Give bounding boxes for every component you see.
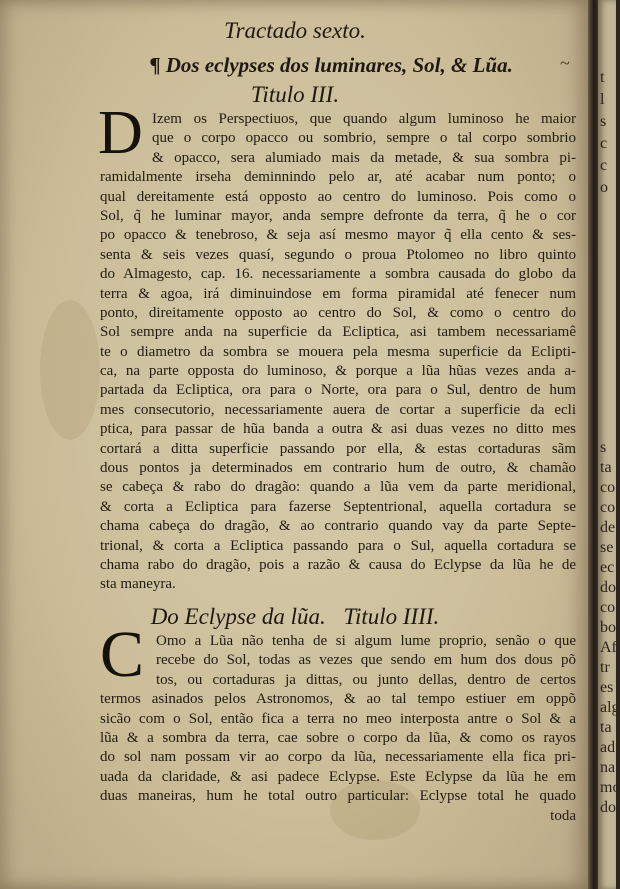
facing-letter: ec (600, 559, 615, 576)
facing-letter: se (600, 539, 614, 556)
facing-letter: es (600, 679, 614, 696)
catchword: toda (550, 807, 576, 824)
facing-letter: s (600, 113, 607, 130)
section-two-titulo: Titulo IIII. (343, 604, 440, 629)
text-line: partada da Ecliptica, ora para o Norte, ora para o Sul, dentro de hum (100, 382, 576, 399)
text-line: ca, na parte opposta do luminoso, & porque a lũa hũas vezes anda a- (100, 363, 576, 380)
facing-letter: ad (600, 739, 616, 756)
text-line: Izem os Perspectiuos, que quando algum luminoso he maior (152, 111, 576, 127)
text-line: terra & agoa, irá diminuindose em forma piramidal até fenecer num (100, 285, 576, 302)
text-line: & corta a Ecliptica para fazerse Septentrional, aquella cortadura se (100, 498, 576, 515)
text-line: se cabeça & rabo do dragão: quando a lũa vem da parte meridional, (100, 479, 576, 496)
facing-letter: t (600, 69, 605, 86)
drop-cap-c: C (100, 618, 145, 691)
facing-letter: s (600, 439, 607, 456)
book-gutter (588, 0, 598, 889)
facing-letter: de (600, 519, 616, 536)
text-line: ptica, para passar de hũa banda a outra & asi duas vezes no ditto mes (100, 421, 576, 438)
text-line: do sol nam possam vir ao corpo da lũa, necessariamente ella fica pri- (100, 749, 576, 766)
text-line: ramidalmente irseha deminnindo pelo ar, até acabar num ponto; o (100, 169, 576, 186)
facing-letter: c (600, 135, 608, 152)
drop-cap-d: D (98, 99, 143, 167)
text-line: que o corpo opacco ou sombrio, sempre o tal corpo sombrio (152, 130, 576, 147)
facing-letter: alg (600, 699, 620, 716)
facing-letter: mo (600, 779, 620, 796)
text-line: senta & seis vezes quasí, segundo o proua Ptolomeo no libro quinto (100, 246, 576, 263)
text-line: qual dereitamente está opposto ao centro do luminoso. Pois como o (100, 188, 576, 205)
section-two-text (100, 632, 576, 826)
section-one-text (100, 110, 576, 595)
facing-letter: ta (600, 719, 612, 736)
section-two-heading: Do Eclypse da lũa. (150, 604, 326, 629)
text-line: sicão com o Sol, então fica a terra no meo interposta antre o Sol & a (100, 710, 576, 727)
text-line: & opacco, sera alumiado mais da metade, & sua sombra pi- (152, 149, 576, 166)
text-line: Sol sempre anda na superficie da Ecliptica, asi tambem necessariamê (100, 324, 576, 341)
facing-letter: do (600, 579, 616, 596)
chapter-heading: ¶ Dos eclypses dos luminares, Sol, & Lũa. (150, 53, 513, 77)
text-line: chama cabeça do dragão, & ao contrario quando vay da parte Septe- (100, 518, 576, 535)
facing-letter: tr (600, 659, 610, 676)
facing-letter: Af (600, 639, 617, 656)
text-line: recebe do Sol, todas as vezes que sendo em hum dos dous põ (156, 652, 576, 669)
text-line: po opacco & tenebroso, & seja así mesmo mayor q̃ ella cento & ses- (100, 227, 576, 244)
text-line: dous pontos ja determinados em contrario hum de outro, & chamão (100, 460, 576, 477)
facing-letter: do (600, 799, 616, 816)
text-line: do Almagesto, cap. 16. necessariamente a sombra causada do globo da (100, 266, 576, 283)
facing-letter: co (600, 499, 616, 516)
text-line: uada da claridade, & asi padece Eclypse. Este Eclypse da lũa he em (100, 768, 576, 785)
text-line: sta maneyra. (100, 576, 176, 593)
facing-letter: l (600, 91, 605, 108)
running-head: Tractado sexto. (224, 18, 366, 43)
facing-letter: bo (600, 619, 616, 636)
facing-letter: o (600, 179, 608, 196)
text-line: Omo a Lũa não tenha de si algum lume proprio, senão o que (156, 633, 576, 649)
facing-letter: na (600, 759, 616, 776)
text-line: chama rabo do dragão, pois a razão & causa do Eclypse da lũa he de (100, 556, 576, 573)
paper-stain (40, 300, 100, 440)
section-title-two (0, 604, 590, 630)
text-line: lũa & a sombra da terra, cae sobre o corpo da lũa, & como os rayos (100, 729, 576, 746)
text-line: ponto, direitamente opposto ao centro do Sol, & como o centro do (100, 304, 576, 321)
text-line: termos asinados pelos Astronomos, & ao tal tempo estiuer em oppõ (100, 691, 576, 708)
text-line: tos, ou cortaduras ja dittas, ou junto dellas, dentro de certos (156, 671, 576, 688)
folio-mark: ~ (560, 53, 570, 73)
text-line: trional, & corta a Ecliptica passando para o Sul, aquella cortadura se (100, 537, 576, 554)
text-line: mes consecutorio, necessariamente auera de cortar a superficie da ecli (100, 401, 576, 418)
section-title-one: Titulo III. (250, 82, 340, 107)
text-line: cortará a ditta superficie passando por ella, & estas cortaduras sãm (100, 440, 576, 457)
text-line: te o diametro da sombra se mouera pela mesma superficie da Eclipti- (100, 343, 576, 360)
facing-letter: c (600, 157, 608, 174)
facing-page-edge (598, 0, 620, 889)
facing-letter: co (600, 599, 616, 616)
text-line: duas maneiras, hum he total outro particular: Eclypse total he quado (100, 788, 576, 805)
facing-letter: co (600, 479, 616, 496)
text-line: Sol, q̃ he luminar mayor, anda sempre defronte da terra, q̃ he o cor (100, 207, 576, 224)
facing-letter: ta (600, 459, 612, 476)
